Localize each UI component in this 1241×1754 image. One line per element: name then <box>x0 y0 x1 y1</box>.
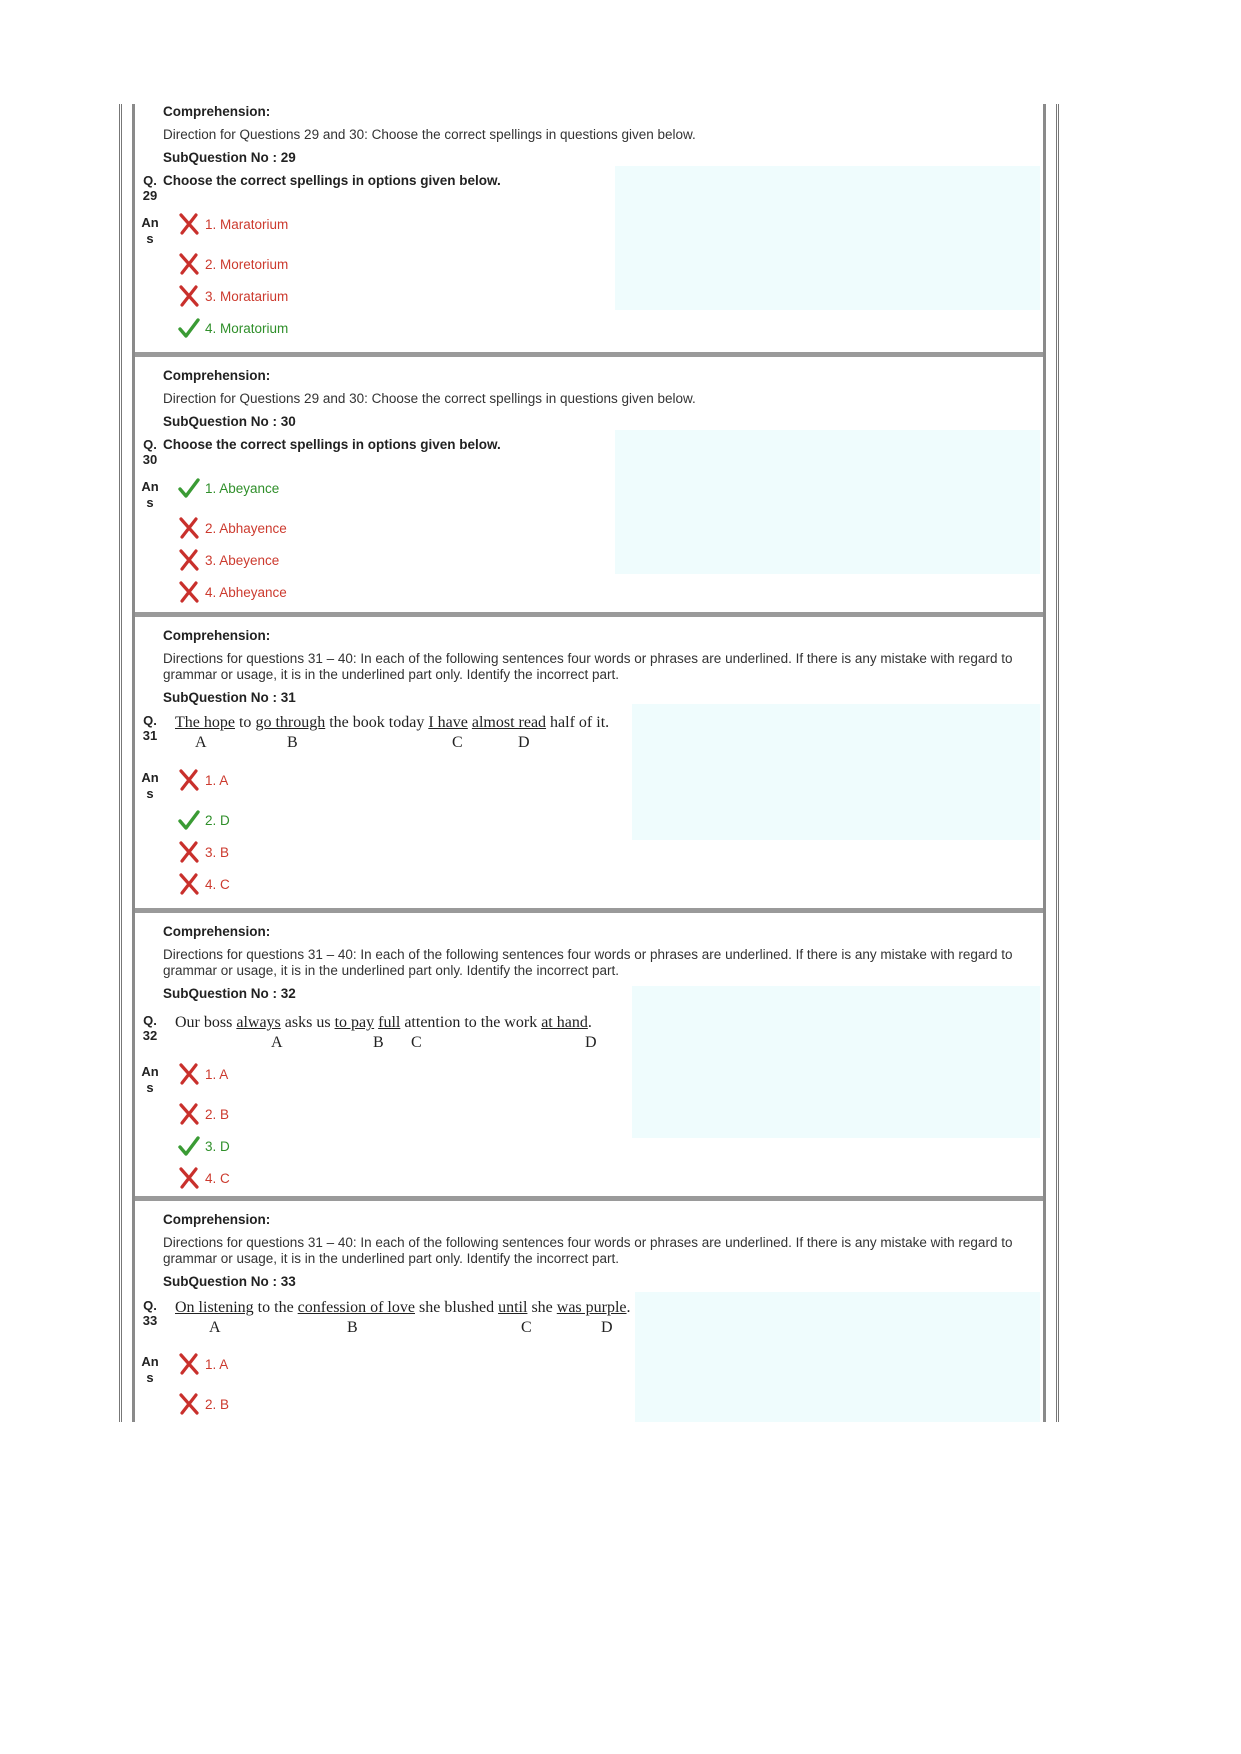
cross-icon <box>177 768 201 792</box>
letter-a: A <box>195 734 207 751</box>
question-number: Q. 30 <box>142 437 158 467</box>
letter-a: A <box>209 1319 221 1336</box>
option-label: 3. D <box>205 1138 230 1154</box>
option-3 <box>177 284 288 308</box>
underlined-part-b: to pay <box>334 1014 375 1031</box>
underlined-part-d: at hand <box>541 1014 588 1031</box>
letter-b: B <box>347 1319 358 1336</box>
question-number: Q. 33 <box>142 1298 158 1328</box>
check-icon <box>177 1134 201 1158</box>
option-1 <box>177 212 288 236</box>
comprehension-label: Comprehension: <box>163 1212 271 1227</box>
question-text: Choose the correct spellings in options given below. <box>163 437 501 452</box>
cross-icon <box>177 1062 201 1086</box>
option-label: 1. A <box>205 772 229 788</box>
answer-panel <box>632 986 1040 1138</box>
comprehension-label: Comprehension: <box>163 628 271 643</box>
option-1 <box>177 1352 228 1376</box>
option-4 <box>177 872 230 896</box>
answer-panel <box>615 430 1040 574</box>
question-block-29 <box>135 104 1043 352</box>
option-2 <box>177 252 288 276</box>
cross-icon <box>177 872 201 896</box>
question-number: Q. 32 <box>142 1013 158 1043</box>
cross-icon <box>177 212 201 236</box>
underlined-part-d: was purple <box>556 1299 627 1316</box>
cross-icon <box>177 1102 201 1126</box>
question-number: Q. 29 <box>142 173 158 203</box>
cross-icon <box>177 252 201 276</box>
answer-sheet-frame <box>119 104 1059 1422</box>
part-letters <box>175 734 735 752</box>
underlined-part-a: On listening <box>175 1299 254 1316</box>
direction-text: Directions for questions 31 – 40: In each of the following sentences four words or phrases are underlined. If there is any mistake with regard to grammar or usage, it is in the underlined part only. Identify the incorrect part. <box>163 651 1013 682</box>
option-4 <box>177 316 288 340</box>
underlined-part-b: go through <box>255 714 326 731</box>
letter-d: D <box>518 734 530 751</box>
letter-a: A <box>271 1034 283 1051</box>
direction-text: Directions for questions 31 – 40: In each of the following sentences four words or phrases are underlined. If there is any mistake with regard to grammar or usage, it is in the underlined part only. Identify the incorrect part. <box>163 1235 1013 1266</box>
option-2 <box>177 1392 229 1416</box>
comprehension-label: Comprehension: <box>163 104 271 119</box>
direction-text: Direction for Questions 29 and 30: Choose the correct spellings in questions given below. <box>163 391 696 406</box>
option-4 <box>177 1166 230 1190</box>
cross-icon <box>177 580 201 604</box>
comprehension-label: Comprehension: <box>163 368 271 383</box>
option-label: 2. B <box>205 1396 230 1412</box>
letter-d: D <box>601 1319 613 1336</box>
option-label: 3. Moratarium <box>205 288 289 304</box>
letter-c: C <box>411 1034 422 1051</box>
section-divider <box>135 908 1043 913</box>
question-sentence: On listening to the confession of love she blushed until she was purple. <box>175 1299 631 1316</box>
subquestion-number: SubQuestion No : 33 <box>163 1274 296 1289</box>
subquestion-number: SubQuestion No : 30 <box>163 414 296 429</box>
question-number: Q. 31 <box>142 713 158 743</box>
letter-b: B <box>287 734 298 751</box>
ans-label: An s <box>141 215 159 246</box>
option-label: 4. Moratorium <box>205 320 289 336</box>
part-letters <box>175 1034 735 1052</box>
option-4 <box>177 580 287 604</box>
option-label: 2. D <box>205 812 230 828</box>
underlined-part-c: until <box>498 1299 528 1316</box>
ans-label: An s <box>141 479 159 510</box>
underlined-part-c: full <box>378 1014 401 1031</box>
option-label: 4. C <box>205 876 230 892</box>
check-icon <box>177 316 201 340</box>
letter-b: B <box>373 1034 384 1051</box>
option-label: 2. Moretorium <box>205 256 289 272</box>
subquestion-number: SubQuestion No : 32 <box>163 986 296 1001</box>
cross-icon <box>177 284 201 308</box>
underlined-part-b: confession of love <box>297 1299 415 1316</box>
cross-icon <box>177 548 201 572</box>
comprehension-label: Comprehension: <box>163 924 271 939</box>
question-block-32 <box>135 924 1043 1196</box>
option-1 <box>177 1062 228 1086</box>
option-3 <box>177 840 229 864</box>
section-divider <box>135 1196 1043 1201</box>
cross-icon <box>177 840 201 864</box>
cross-icon <box>177 516 201 540</box>
cross-icon <box>177 1166 201 1190</box>
underlined-part-c: I have <box>428 714 468 731</box>
letter-d: D <box>585 1034 597 1051</box>
question-block-31 <box>135 628 1043 908</box>
question-block-33 <box>135 1212 1043 1422</box>
option-1 <box>177 476 279 500</box>
cross-icon <box>177 1392 201 1416</box>
question-text: Choose the correct spellings in options given below. <box>163 173 501 188</box>
underlined-part-a: always <box>236 1014 281 1031</box>
option-3 <box>177 548 279 572</box>
answer-panel <box>615 166 1040 310</box>
option-label: 1. Maratorium <box>205 216 289 232</box>
underlined-part-a: The hope <box>175 714 235 731</box>
answer-panel <box>632 704 1040 840</box>
question-sentence: The hope to go through the book today I have almost read half of it. <box>175 714 610 731</box>
option-label: 3. Abeyence <box>205 552 280 568</box>
underlined-part-d: almost read <box>471 714 547 731</box>
subquestion-number: SubQuestion No : 31 <box>163 690 296 705</box>
answer-panel <box>635 1292 1040 1422</box>
option-1 <box>177 768 228 792</box>
section-divider <box>135 352 1043 357</box>
option-label: 1. A <box>205 1066 229 1082</box>
cross-icon <box>177 1352 201 1376</box>
ans-label: An s <box>141 1354 159 1385</box>
option-label: 2. Abhayence <box>205 520 287 536</box>
letter-c: C <box>521 1319 532 1336</box>
option-label: 4. C <box>205 1170 230 1186</box>
letter-c: C <box>452 734 463 751</box>
part-letters <box>175 1319 735 1337</box>
subquestion-number: SubQuestion No : 29 <box>163 150 296 165</box>
check-icon <box>177 808 201 832</box>
ans-label: An s <box>141 1064 159 1095</box>
option-label: 4. Abheyance <box>205 584 287 600</box>
option-2 <box>177 516 287 540</box>
option-label: 1. Abeyance <box>205 480 280 496</box>
option-label: 3. B <box>205 844 230 860</box>
ans-label: An s <box>141 770 159 801</box>
direction-text: Direction for Questions 29 and 30: Choose the correct spellings in questions given below. <box>163 127 696 142</box>
option-3 <box>177 1134 230 1158</box>
question-sentence: Our boss always asks us to pay full attention to the work at hand. <box>175 1014 592 1031</box>
section-divider <box>135 612 1043 617</box>
question-block-30 <box>135 368 1043 612</box>
option-2 <box>177 1102 229 1126</box>
option-2 <box>177 808 230 832</box>
option-label: 1. A <box>205 1356 229 1372</box>
direction-text: Directions for questions 31 – 40: In each of the following sentences four words or phrases are underlined. If there is any mistake with regard to grammar or usage, it is in the underlined part only. Identify the incorrect part. <box>163 947 1013 978</box>
check-icon <box>177 476 201 500</box>
option-label: 2. B <box>205 1106 230 1122</box>
